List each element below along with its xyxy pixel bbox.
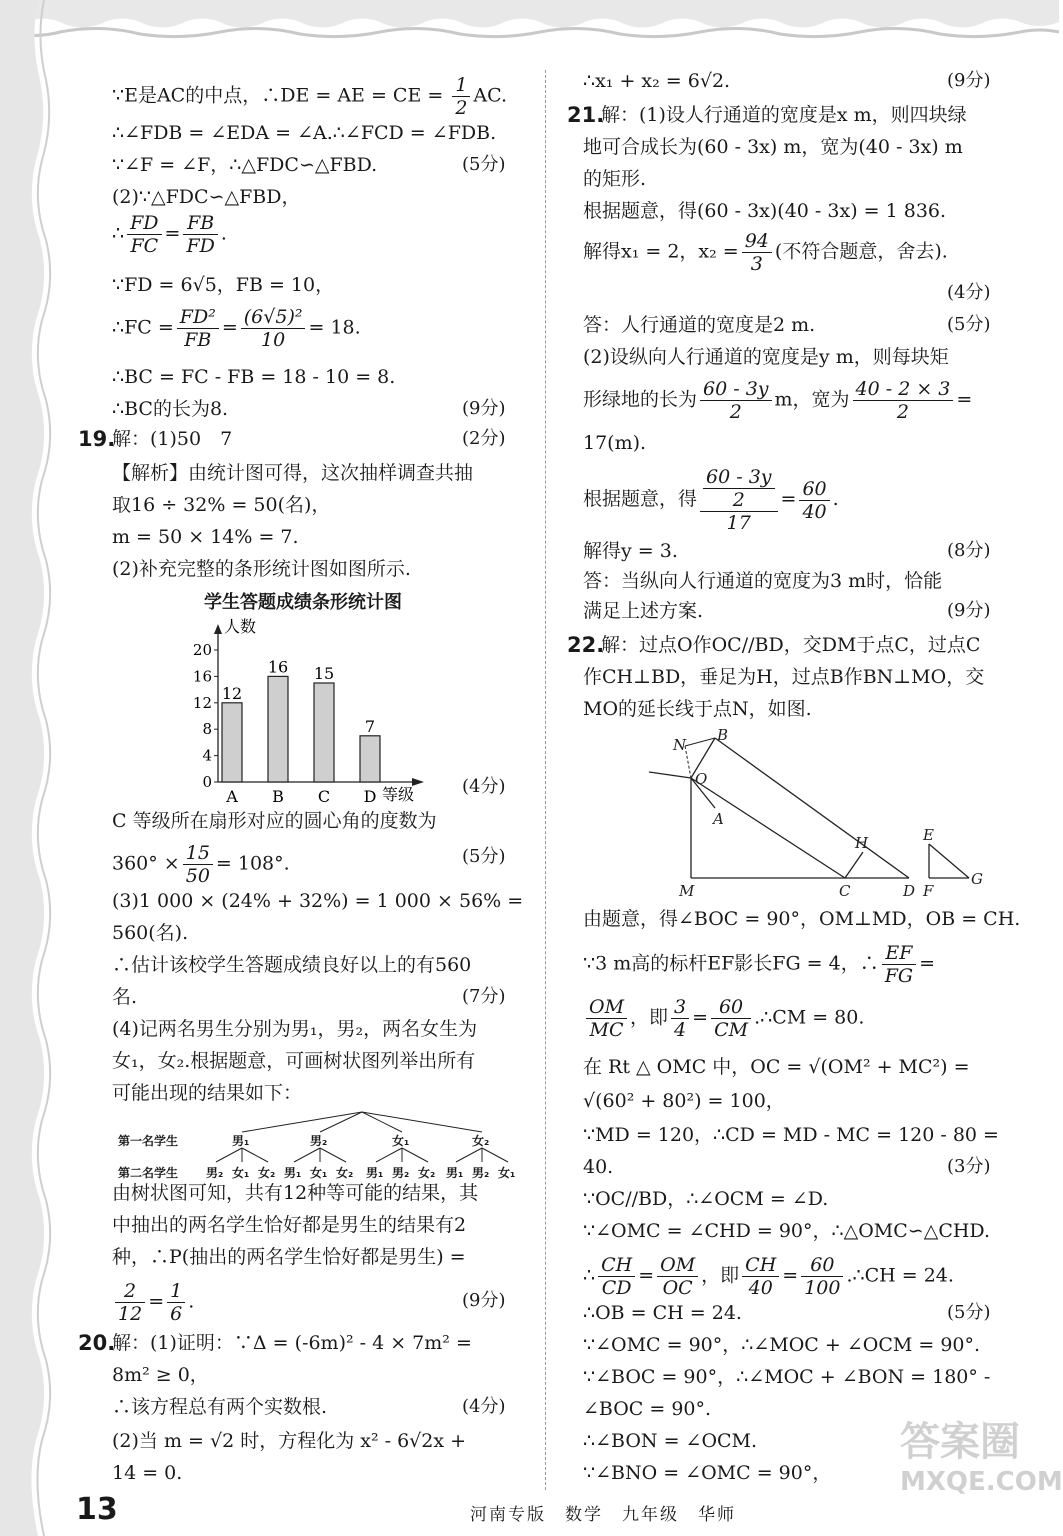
fraction: $\frac{3}{4}$ — [671, 996, 689, 1041]
x-tick-label: A — [226, 787, 238, 806]
text-line: √(60² + 80²) = 100， — [583, 1090, 785, 1112]
bar-chart-svg — [172, 616, 452, 806]
tree-leaf: 男₁ — [366, 1166, 384, 1180]
y-tick-label: 4 — [202, 746, 212, 765]
fraction: $\frac{60}{CM}$ — [711, 996, 751, 1041]
fraction: $\frac{OM}{MC}$ — [586, 996, 627, 1041]
text-line: 种，∴P(抽出的两名学生恰好都是男生) = — [112, 1246, 466, 1268]
text-line: (2)当 m = √2 时，方程化为 x² - 6√2x + — [112, 1430, 467, 1452]
fraction: $\frac{40 - 2 \times 3}{2}$ — [853, 378, 954, 423]
point-label: M — [679, 882, 695, 900]
y-tick-label: 12 — [192, 693, 212, 712]
question-number: 20. — [78, 1331, 116, 1355]
text-line: ∠BOC = 90°. — [583, 1398, 712, 1420]
text-line: 的矩形. — [583, 168, 647, 190]
text-line: MO的延长线于点N，如图. — [583, 698, 812, 720]
text-line: 形绿地的长为 $\frac{60 - 3y}{2}$ m，宽为 $\frac{40 - 2 \times 3}{2}$ = — [583, 378, 973, 423]
point-label: H — [855, 834, 869, 852]
text-line: ∵OC//BD，∴∠OCM = ∠D. — [583, 1188, 829, 1210]
question-number: 21. — [567, 103, 605, 127]
point-label: N — [673, 736, 687, 754]
tree-row-label: 第二名学生 — [118, 1166, 179, 1180]
points-label: (5分) — [462, 154, 506, 175]
fraction: $\frac{60}{40}$ — [799, 478, 829, 523]
fraction: $\frac{94}{3}$ — [742, 230, 772, 275]
point-label: B — [717, 726, 729, 744]
question-number: 22. — [567, 633, 605, 657]
y-axis-label: 人数 — [224, 617, 257, 636]
tree-leaf: 女₁ — [498, 1166, 516, 1180]
y-tick-label: 0 — [202, 773, 212, 791]
geometry-figure — [619, 726, 983, 902]
text-line: ∵∠BNO = ∠OMC = 90°， — [583, 1462, 832, 1484]
text-line: 根据题意，得 $\frac{\frac{60 - 3y}{2}}{17}$ = $\frac{60}{40}$ . — [583, 466, 839, 534]
x-tick-label: C — [317, 787, 331, 806]
tree-leaf: 女₂ — [258, 1166, 276, 1180]
point-label: E — [923, 826, 934, 844]
text-line: (2)补充完整的条形统计图如图所示. — [112, 558, 411, 580]
watermark-url: MXQE.COM — [900, 1467, 1063, 1497]
text-line: ∵∠F = ∠F，∴△FDC∽△FBD. — [112, 154, 378, 176]
points-label: (4分) — [462, 1396, 506, 1417]
text-line: 取16 ÷ 32% = 50(名)， — [112, 494, 331, 516]
text-line: ∵3 m高的标杆EF影长FG = 4，∴ $\frac{EF}{FG}$ = — [583, 942, 936, 987]
point-label: O — [695, 770, 708, 788]
points-label: (5分) — [947, 314, 991, 335]
text-line: ∵FD = 6√5，FB = 10， — [112, 274, 335, 296]
points-label: (7分) — [462, 986, 506, 1007]
tree-leaf: 女₁ — [232, 1166, 250, 1180]
text-line: ∴x₁ + x₂ = 6√2. — [583, 70, 731, 92]
text-line: ∴OB = CH = 24. — [583, 1302, 742, 1324]
text-line: 中抽出的两名学生恰好都是男生的结果有2 — [112, 1214, 467, 1236]
bar — [360, 736, 380, 782]
fraction: $\frac{FD}{FC}$ — [127, 212, 161, 257]
text-line: ∵∠OMC = ∠CHD = 90°，∴△OMC∽△CHD. — [583, 1220, 991, 1242]
tree-leaf: 男₂ — [392, 1166, 410, 1180]
text-line: ∴∠BON = ∠OCM. — [583, 1430, 758, 1452]
text-line: 解得y = 3. — [583, 540, 678, 562]
bar-value-label: 16 — [267, 657, 289, 677]
text-line: 360° × $\frac{15}{50}$ = 108°. — [112, 842, 290, 887]
fraction: $\frac{CH}{CD}$ — [598, 1254, 635, 1299]
fraction: $\frac{EF}{FG}$ — [882, 942, 916, 987]
text-line: 【解析】由统计图可得，这次抽样调查共抽 — [112, 462, 474, 484]
text-line: 解：(1)50 7 — [112, 428, 233, 450]
point-label: A — [713, 810, 724, 828]
text-line: 作CH⊥BD，垂足为H，过点B作BN⊥MO，交 — [583, 666, 985, 688]
point-label: G — [971, 870, 983, 888]
column-divider — [545, 70, 546, 1490]
tree-node: 女₁ — [392, 1134, 410, 1148]
text-line: $\frac{2}{12}$ = $\frac{1}{6}$ . — [112, 1280, 194, 1325]
text-line: 满足上述方案. — [583, 600, 704, 622]
text-line: 由题意，得∠BOC = 90°，OM⊥MD，OB = CH. — [583, 908, 1021, 930]
watermark-text: 答案圈 — [900, 1419, 1020, 1465]
text-line: ∵MD = 120，∴CD = MD - MC = 120 - 80 = — [583, 1124, 999, 1146]
x-tick-label: D — [363, 787, 377, 806]
points-label: (9分) — [462, 398, 506, 419]
fraction: $\frac{2}{12}$ — [115, 1280, 145, 1325]
x-axis-label: 等级 — [382, 785, 415, 804]
bar-value-label: 7 — [364, 716, 376, 736]
text-line: 答：当纵向人行通道的宽度为3 m时，恰能 — [583, 570, 943, 592]
tree-node: 女₂ — [472, 1134, 490, 1148]
point-label: F — [923, 882, 934, 900]
fraction: $\frac{FB}{FD}$ — [183, 212, 217, 257]
text-line: ∴ $\frac{FD}{FC}$ = $\frac{FB}{FD}$ . — [112, 212, 227, 257]
text-line: $\frac{OM}{MC}$ ，即 $\frac{3}{4}$ = $\frac{60}{CM}$ .∴CM = 80. — [583, 996, 864, 1041]
x-tick-label: B — [272, 787, 284, 806]
tree-leaf: 男₂ — [472, 1166, 490, 1180]
text-line: 8m² ≥ 0， — [112, 1364, 209, 1386]
text-line: ∴FC = $\frac{\text{FD²}}{FB}$ = $\frac{\text{(6√5)²}}{10}$ = 18. — [112, 306, 361, 351]
footer-text: 河南专版 数学 九年级 华师 — [470, 1505, 736, 1525]
text-line: ∴BC的长为8. — [112, 398, 229, 420]
tree-leaf: 女₂ — [418, 1166, 436, 1180]
tree-leaf: 男₁ — [446, 1166, 464, 1180]
points-label: (9分) — [947, 600, 991, 621]
points-label: (5分) — [462, 846, 506, 867]
text-line: 解：(1)证明：∵Δ = (-6m)² - 4 × 7m² = — [112, 1332, 472, 1354]
text-line: 解得x₁ = 2，x₂ = $\frac{94}{3}$ (不符合题意，舍去). — [583, 230, 948, 275]
text-line: (4)记两名男生分别为男₁，男₂，两名女生为 — [112, 1018, 478, 1040]
question-number: 19. — [78, 427, 116, 451]
points-label: (8分) — [947, 540, 991, 561]
text-line: 560(名). — [112, 922, 189, 944]
tree-leaf: 男₂ — [206, 1166, 224, 1180]
bar-chart — [172, 616, 452, 806]
text-line: 解：过点O作OC//BD，交DM于点C，过点C — [601, 634, 981, 656]
points-label: (9分) — [462, 1290, 506, 1311]
text-line: (3)1 000 × (24% + 32%) = 1 000 × 56% = — [112, 890, 524, 912]
bar — [314, 683, 334, 782]
text-line: m = 50 × 14% = 7. — [112, 526, 299, 548]
text-line: ∴BC = FC - FB = 18 - 10 = 8. — [112, 366, 396, 388]
y-axis-arrow — [214, 624, 222, 634]
tree-row-label: 第一名学生 — [118, 1134, 179, 1148]
fraction: $\frac{60 - 3y}{2}$ — [700, 378, 772, 423]
compound-fraction: $\frac{\frac{60 - 3y}{2}}{17}$ — [700, 466, 778, 534]
text-line: 14 = 0. — [112, 1462, 183, 1484]
text-line: (2)∵△FDC∽△FBD， — [112, 186, 301, 208]
torn-edge-top — [0, 0, 1059, 48]
tree-node: 男₁ — [232, 1134, 250, 1148]
tree-leaf: 男₁ — [284, 1166, 302, 1180]
text-line: ∵E是AC的中点，∴DE = AE = CE = $\frac{1}{2}$ AC. — [112, 74, 508, 119]
fraction: $\frac{15}{50}$ — [183, 842, 213, 887]
fraction: $\frac{60}{100}$ — [801, 1254, 843, 1299]
text-line: ∵∠BOC = 90°，∴∠MOC + ∠BON = 180° - — [583, 1366, 991, 1388]
points-label: (4分) — [462, 776, 506, 797]
points-label: (2分) — [462, 428, 506, 449]
text-line: C 等级所在扇形对应的圆心角的度数为 — [112, 810, 437, 832]
tree-node: 男₂ — [310, 1134, 328, 1148]
text-line: 解：(1)设人行通道的宽度是x m，则四块绿 — [601, 104, 967, 126]
fraction: $\frac{1}{2}$ — [452, 74, 470, 119]
tree-diagram — [112, 1110, 524, 1180]
points-label: (4分) — [947, 282, 991, 303]
watermark-logo — [900, 1410, 1063, 1530]
geometry-svg — [619, 726, 983, 902]
text-line: ∴估计该校学生答题成绩良好以上的有560 — [112, 954, 472, 976]
y-tick-label: 8 — [202, 720, 212, 739]
text-line: ∴∠FDB = ∠EDA = ∠A.∴∠FCD = ∠FDB. — [112, 122, 497, 144]
fraction: $\frac{OM}{OC}$ — [657, 1254, 698, 1299]
points-label: (9分) — [947, 70, 991, 91]
fraction: $\frac{\text{FD²}}{FB}$ — [177, 306, 219, 351]
text-line: 名. — [112, 986, 138, 1008]
text-line: 40. — [583, 1156, 614, 1178]
fraction: $\frac{\text{(6√5)²}}{10}$ — [241, 306, 306, 351]
y-tick-label: 16 — [192, 667, 212, 686]
text-line: ∴该方程总有两个实数根. — [112, 1396, 328, 1418]
bar-value-label: 15 — [313, 664, 335, 683]
text-line: 根据题意，得(60 - 3x)(40 - 3x) = 1 836. — [583, 200, 947, 222]
tree-leaf: 女₂ — [336, 1166, 354, 1180]
y-tick-label: 20 — [192, 641, 212, 659]
text-line: 在 Rt △ OMC 中，OC = √(OM² + MC²) = — [583, 1056, 970, 1078]
text-line: 17(m). — [583, 432, 647, 454]
points-label: (3分) — [947, 1156, 991, 1177]
page-number: 13 — [76, 1492, 118, 1527]
fraction: $\frac{1}{6}$ — [167, 1280, 185, 1325]
point-label: D — [903, 882, 916, 900]
bar-value-label: 12 — [221, 683, 243, 703]
text-line: ∵∠OMC = 90°，∴∠MOC + ∠OCM = 90°. — [583, 1334, 981, 1356]
text-line: ∴ $\frac{CH}{CD}$ = $\frac{OM}{OC}$ ，即 $\frac{CH}{40}$ = $\frac{60}{100}$ .∴CH = 24. — [583, 1254, 954, 1299]
torn-edge-left — [0, 0, 60, 1536]
fraction: $\frac{CH}{40}$ — [742, 1254, 779, 1299]
chart-title: 学生答题成绩条形统计图 — [204, 592, 402, 613]
text-line: (2)设纵向人行通道的宽度是y m，则每块矩 — [583, 346, 949, 368]
text-line: 女₁，女₂.根据题意，可画树状图列举出所有 — [112, 1050, 476, 1072]
point-label: C — [839, 882, 851, 900]
bar — [222, 703, 242, 782]
text-line: 答：人行通道的宽度是2 m. — [583, 314, 816, 336]
text-line: 可能出现的结果如下： — [112, 1082, 303, 1104]
text-line: 由树状图可知，共有12种等可能的结果，其 — [112, 1182, 479, 1204]
bar — [268, 676, 288, 782]
points-label: (5分) — [947, 1302, 991, 1323]
tree-leaf: 女₁ — [310, 1166, 328, 1180]
text-line: 地可合成长为(60 - 3x) m，宽为(40 - 3x) m — [583, 136, 963, 158]
